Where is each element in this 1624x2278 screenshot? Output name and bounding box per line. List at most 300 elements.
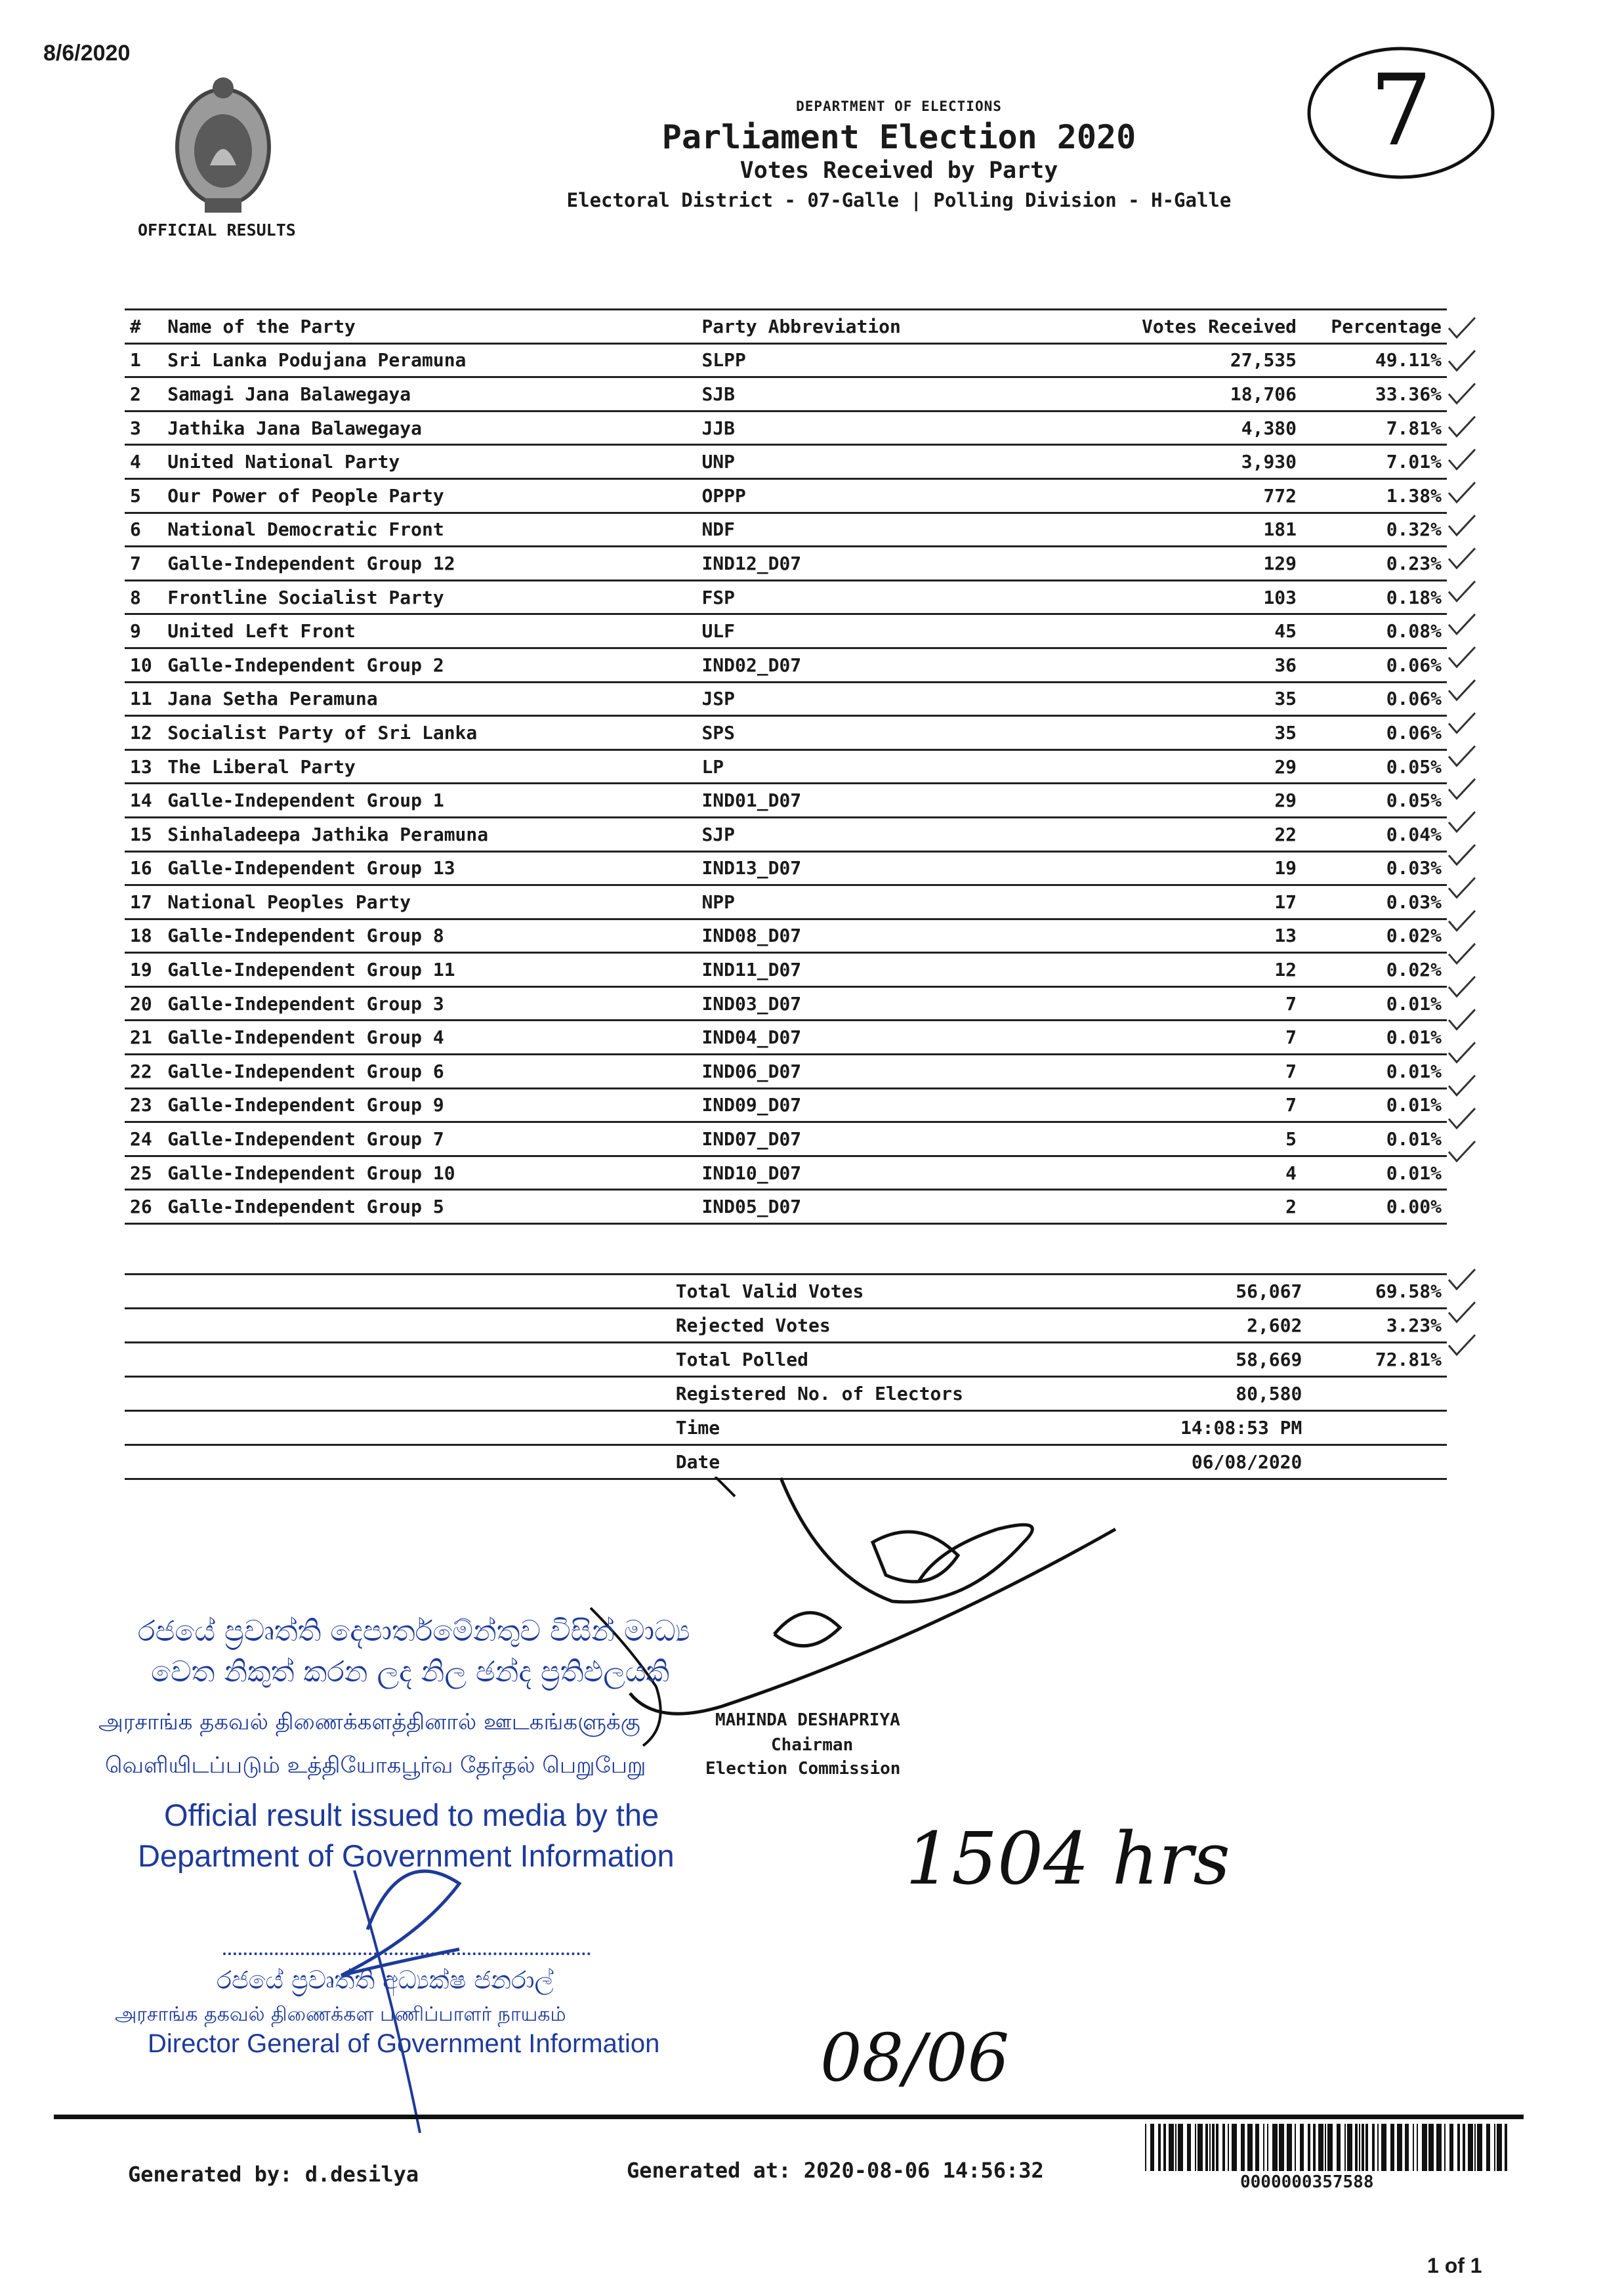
- table-row: [125, 614, 1447, 648]
- barcode-bar: [1497, 2124, 1502, 2171]
- cell-num: 16: [125, 851, 162, 885]
- cell-num: 20: [125, 986, 162, 1021]
- cell-name: The Liberal Party: [162, 749, 696, 784]
- table-row: [125, 513, 1447, 547]
- barcode-bar: [1397, 2124, 1402, 2171]
- summary-row: [125, 1343, 1447, 1377]
- director-english: Director General of Government Information: [148, 2029, 660, 2058]
- tick-mark: [1449, 877, 1475, 897]
- table-row: [125, 919, 1447, 953]
- cell-num: 4: [125, 445, 162, 479]
- summary-value: 14:08:53 PM: [1052, 1411, 1307, 1445]
- director-sinhala: රජයේ ප්‍රවෘත්ති අධ්‍යක්ෂ ජනරාල්: [217, 1966, 554, 1994]
- barcode-bar: [1377, 2124, 1379, 2171]
- cell-num: 13: [125, 749, 162, 784]
- barcode-bar: [1222, 2124, 1225, 2171]
- summary-label: Date: [671, 1445, 1052, 1479]
- table-row: [125, 411, 1447, 445]
- summary-body: [125, 1275, 1447, 1479]
- table-row: [125, 648, 1447, 682]
- stamp-tamil-line-1: அரசாங்க தகவல் திணைக்களத்தினால் ஊடகங்களுக்கு: [98, 1709, 640, 1735]
- tick-mark: [1449, 318, 1475, 337]
- summary-value: 2,602: [1052, 1309, 1307, 1343]
- barcode-bar: [1494, 2124, 1495, 2171]
- cell-num: 3: [125, 411, 162, 445]
- district-line: Electoral District - 07-Galle | Polling Division - H-Galle: [566, 189, 1232, 211]
- cell-abbr: SLPP: [696, 343, 1043, 377]
- cell-abbr: IND10_D07: [696, 1156, 1043, 1190]
- table-row: [125, 547, 1447, 581]
- cell-abbr: IND06_D07: [696, 1055, 1043, 1089]
- barcode-bar: [1457, 2124, 1460, 2171]
- col-abbreviation: Party Abbreviation: [696, 310, 1043, 344]
- cell-pct: 0.04%: [1302, 817, 1447, 851]
- barcode-bar: [1413, 2124, 1414, 2171]
- summary-pct: [1307, 1411, 1447, 1445]
- cell-num: 24: [125, 1122, 162, 1156]
- tick-mark: [1449, 417, 1475, 436]
- cell-votes: 129: [1043, 547, 1302, 581]
- barcode-bar: [1436, 2124, 1442, 2171]
- cell-votes: 27,535: [1043, 343, 1302, 377]
- cell-votes: 18,706: [1043, 377, 1302, 411]
- tick-mark: [1449, 581, 1475, 601]
- barcode-bar: [1209, 2124, 1211, 2171]
- cell-num: 11: [125, 682, 162, 716]
- stamp-tamil-line-2: வெளியிடப்படும் உத்தியோகபூர்வ தேர்தல் பெறுபேறு: [105, 1752, 646, 1779]
- cell-votes: 45: [1043, 614, 1302, 648]
- tick-mark: [1449, 614, 1475, 634]
- barcode-bar: [1347, 2124, 1352, 2171]
- cell-abbr: IND09_D07: [696, 1088, 1043, 1122]
- cell-abbr: IND02_D07: [696, 648, 1043, 682]
- cell-votes: 12: [1043, 953, 1302, 987]
- table-row: [125, 1021, 1447, 1055]
- table-row: [125, 784, 1447, 818]
- signatory-name: MAHINDA DESHAPRIYA: [715, 1710, 900, 1730]
- cell-votes: 36: [1043, 648, 1302, 682]
- cell-abbr: UNP: [696, 445, 1043, 479]
- stamp-english-line-1: Official result issued to media by the: [164, 1798, 659, 1832]
- cell-pct: 0.32%: [1302, 513, 1447, 547]
- national-emblem-icon: [164, 74, 282, 218]
- cell-abbr: IND13_D07: [696, 851, 1043, 885]
- tick-mark: [1449, 977, 1475, 996]
- cell-name: Galle-Independent Group 1: [162, 784, 696, 818]
- barcode-bar: [1327, 2124, 1333, 2171]
- cell-num: 26: [125, 1190, 162, 1224]
- cell-votes: 4,380: [1043, 411, 1302, 445]
- cell-abbr: IND11_D07: [696, 953, 1043, 987]
- cell-votes: 103: [1043, 580, 1302, 614]
- cell-votes: 13: [1043, 919, 1302, 953]
- tick-mark: [1449, 911, 1475, 931]
- table-row: [125, 716, 1447, 750]
- summary-blank: [125, 1343, 671, 1377]
- tick-mark: [1449, 1269, 1475, 1289]
- cell-num: 19: [125, 953, 162, 987]
- barcode-bar: [1337, 2124, 1341, 2171]
- barcode-bar: [1163, 2124, 1166, 2171]
- tick-mark: [1449, 1076, 1475, 1095]
- summary-label: Registered No. of Electors: [671, 1377, 1052, 1411]
- cell-num: 17: [125, 885, 162, 919]
- summary-blank: [125, 1275, 671, 1309]
- cell-num: 18: [125, 919, 162, 953]
- cell-pct: 0.01%: [1302, 1021, 1447, 1055]
- cell-abbr: OPPP: [696, 478, 1043, 513]
- barcode-bar: [1422, 2124, 1427, 2171]
- results-body: [125, 343, 1447, 1223]
- barcode-bar: [1449, 2124, 1453, 2171]
- table-row: [125, 851, 1447, 885]
- cell-votes: 3,930: [1043, 445, 1302, 479]
- tick-mark: [1449, 482, 1475, 502]
- cell-name: Galle-Independent Group 13: [162, 851, 696, 885]
- cell-pct: 0.08%: [1302, 614, 1447, 648]
- cell-votes: 29: [1043, 749, 1302, 784]
- tick-mark: [1449, 548, 1475, 568]
- tick-mark: [1449, 1141, 1475, 1161]
- stamp-sinhala-line-2: වෙත නිකුත් කරන ලද නිල ඡන්ද ප්‍රතිඵලයකි: [151, 1655, 670, 1689]
- table-row: [125, 885, 1447, 919]
- tick-mark: [1449, 1108, 1475, 1128]
- summary-pct: 72.81%: [1307, 1343, 1447, 1377]
- generated-by: Generated by: d.desilya: [128, 2162, 419, 2187]
- page-title: Parliament Election 2020: [661, 118, 1136, 156]
- barcode-bar: [1255, 2124, 1259, 2171]
- cell-abbr: SPS: [696, 716, 1043, 750]
- cell-num: 6: [125, 513, 162, 547]
- cell-pct: 0.01%: [1302, 1055, 1447, 1089]
- department-name: DEPARTMENT OF ELECTIONS: [796, 98, 1002, 114]
- cell-name: Galle-Independent Group 8: [162, 919, 696, 953]
- cell-num: 25: [125, 1156, 162, 1190]
- barcode-bar: [1463, 2124, 1465, 2171]
- barcode-bar: [1178, 2124, 1183, 2171]
- page-subtitle: Votes Received by Party: [739, 158, 1058, 184]
- cell-num: 10: [125, 648, 162, 682]
- tick-mark: [1449, 845, 1475, 864]
- barcode-bar: [1486, 2124, 1490, 2171]
- cell-name: Galle-Independent Group 6: [162, 1055, 696, 1089]
- summary-label: Rejected Votes: [671, 1309, 1052, 1343]
- barcode-bar: [1187, 2124, 1191, 2171]
- table-row: [125, 1190, 1447, 1224]
- cell-name: Galle-Independent Group 12: [162, 547, 696, 581]
- summary-label: Total Polled: [671, 1343, 1052, 1377]
- cell-name: Sinhaladeepa Jathika Peramuna: [162, 817, 696, 851]
- barcode-bar: [1344, 2124, 1346, 2171]
- table-row: [125, 343, 1447, 377]
- cell-votes: 35: [1043, 716, 1302, 750]
- table-row: [125, 953, 1447, 987]
- barcode-bar: [1247, 2124, 1253, 2171]
- cell-pct: 0.06%: [1302, 682, 1447, 716]
- summary-pct: [1307, 1377, 1447, 1411]
- barcode-bar: [1372, 2124, 1375, 2171]
- cell-pct: 7.81%: [1302, 411, 1447, 445]
- barcode-bar: [1197, 2124, 1203, 2171]
- cell-num: 15: [125, 817, 162, 851]
- tick-mark: [1449, 350, 1475, 370]
- barcode-bar: [1150, 2124, 1154, 2171]
- cell-pct: 0.01%: [1302, 1088, 1447, 1122]
- table-row: [125, 682, 1447, 716]
- cell-pct: 0.23%: [1302, 547, 1447, 581]
- table-row: [125, 817, 1447, 851]
- cell-name: Sri Lanka Podujana Peramuna: [162, 343, 696, 377]
- table-row: [125, 580, 1447, 614]
- barcode-bar: [1405, 2124, 1409, 2171]
- tick-mark: [1449, 746, 1475, 766]
- barcode-icon: [1145, 2124, 1509, 2171]
- summary-pct: 69.58%: [1307, 1275, 1447, 1309]
- cell-pct: 7.01%: [1302, 445, 1447, 479]
- barcode-bar: [1318, 2124, 1323, 2171]
- cell-pct: 0.01%: [1302, 1122, 1447, 1156]
- tick-mark: [1449, 1009, 1475, 1029]
- cell-abbr: IND12_D07: [696, 547, 1043, 581]
- summary-blank: [125, 1445, 671, 1479]
- cell-abbr: SJB: [696, 377, 1043, 411]
- tick-mark: [1449, 1042, 1475, 1062]
- generated-at: Generated at: 2020-08-06 14:56:32: [627, 2158, 1044, 2183]
- barcode-bar: [1474, 2124, 1476, 2171]
- table-row: [125, 986, 1447, 1021]
- cell-abbr: IND03_D07: [696, 986, 1043, 1021]
- signature-dotted-line: [223, 1952, 591, 1955]
- summary-blank: [125, 1377, 671, 1411]
- summary-label: Total Valid Votes: [671, 1275, 1052, 1309]
- handwritten-time-note: 1504 hrs: [906, 1817, 1230, 1901]
- cell-votes: 7: [1043, 1021, 1302, 1055]
- barcode-bar: [1295, 2124, 1296, 2171]
- cell-name: Galle-Independent Group 2: [162, 648, 696, 682]
- cell-pct: 0.02%: [1302, 919, 1447, 953]
- barcode-bar: [1287, 2124, 1292, 2171]
- cell-votes: 181: [1043, 513, 1302, 547]
- tick-mark: [1449, 383, 1475, 403]
- tick-mark: [1449, 1335, 1475, 1355]
- table-row: [125, 1156, 1447, 1190]
- summary-value: 06/08/2020: [1052, 1445, 1307, 1479]
- col-party-name: Name of the Party: [162, 310, 696, 344]
- tick-mark: [1449, 944, 1475, 963]
- tick-mark: [1449, 450, 1475, 469]
- cell-abbr: JJB: [696, 411, 1043, 445]
- cell-name: Socialist Party of Sri Lanka: [162, 716, 696, 750]
- tick-mark: [1449, 647, 1475, 667]
- tick-mark: [1449, 812, 1475, 832]
- cell-pct: 0.18%: [1302, 580, 1447, 614]
- barcode-bar: [1308, 2124, 1310, 2171]
- stamp-sinhala-line-1: රජයේ ප්‍රවෘත්ති දෙපාර්තමේන්තුව විසින් මාධ්‍ය: [138, 1614, 690, 1648]
- cell-name: Galle-Independent Group 10: [162, 1156, 696, 1190]
- cell-abbr: NPP: [696, 885, 1043, 919]
- cell-num: 23: [125, 1088, 162, 1122]
- tick-mark: [1449, 779, 1475, 799]
- cell-votes: 772: [1043, 478, 1302, 513]
- tick-mark: [1449, 680, 1475, 700]
- table-row: [125, 445, 1447, 479]
- cell-abbr: IND01_D07: [696, 784, 1043, 818]
- barcode-bar: [1175, 2124, 1176, 2171]
- cell-name: Galle-Independent Group 3: [162, 986, 696, 1021]
- col-votes: Votes Received: [1043, 310, 1302, 344]
- table-row: [125, 749, 1447, 784]
- barcode-bar: [1477, 2124, 1482, 2171]
- summary-table: [125, 1273, 1447, 1480]
- cell-votes: 17: [1043, 885, 1302, 919]
- table-header-row: [125, 310, 1447, 344]
- director-tamil: அரசாங்க தகவல் திணைக்கள பணிப்பாளர் நாயகம்: [115, 2003, 566, 2026]
- cell-name: United Left Front: [162, 614, 696, 648]
- cell-votes: 5: [1043, 1122, 1302, 1156]
- handwritten-date-note: 08/06: [820, 2019, 1010, 2096]
- barcode-bar: [1228, 2124, 1229, 2171]
- cell-abbr: IND08_D07: [696, 919, 1043, 953]
- barcode-bar: [1195, 2124, 1196, 2171]
- barcode-bar: [1267, 2124, 1268, 2171]
- cell-name: Galle-Independent Group 4: [162, 1021, 696, 1055]
- cell-abbr: SJP: [696, 817, 1043, 851]
- cell-pct: 33.36%: [1302, 377, 1447, 411]
- cell-pct: 0.02%: [1302, 953, 1447, 987]
- cell-num: 22: [125, 1055, 162, 1089]
- cell-num: 2: [125, 377, 162, 411]
- cell-name: Jathika Jana Balawegaya: [162, 411, 696, 445]
- cell-num: 1: [125, 343, 162, 377]
- cell-num: 7: [125, 547, 162, 581]
- barcode-bar: [1216, 2124, 1218, 2171]
- cell-pct: 0.03%: [1302, 885, 1447, 919]
- cell-pct: 0.03%: [1302, 851, 1447, 885]
- summary-pct: [1307, 1445, 1447, 1479]
- cell-pct: 49.11%: [1302, 343, 1447, 377]
- tick-mark: [1449, 713, 1475, 732]
- cell-votes: 4: [1043, 1156, 1302, 1190]
- cell-num: 8: [125, 580, 162, 614]
- barcode-bar: [1355, 2124, 1358, 2171]
- cell-abbr: JSP: [696, 682, 1043, 716]
- cell-num: 5: [125, 478, 162, 513]
- cell-name: Galle-Independent Group 5: [162, 1190, 696, 1224]
- barcode-number: 0000000357588: [1240, 2172, 1374, 2192]
- cell-pct: 0.06%: [1302, 648, 1447, 682]
- circled-number: 7: [1369, 54, 1432, 168]
- cell-votes: 7: [1043, 1088, 1302, 1122]
- barcode-bar: [1444, 2124, 1446, 2171]
- barcode-bar: [1365, 2124, 1368, 2171]
- cell-num: 9: [125, 614, 162, 648]
- cell-pct: 0.00%: [1302, 1190, 1447, 1224]
- summary-row: [125, 1411, 1447, 1445]
- cell-abbr: IND07_D07: [696, 1122, 1043, 1156]
- cell-abbr: FSP: [696, 580, 1043, 614]
- barcode-bar: [1145, 2124, 1146, 2171]
- cell-name: Galle-Independent Group 7: [162, 1122, 696, 1156]
- cell-votes: 2: [1043, 1190, 1302, 1224]
- barcode-bar: [1158, 2124, 1161, 2171]
- tick-mark: [1449, 1302, 1475, 1322]
- summary-row: [125, 1445, 1447, 1479]
- cell-votes: 22: [1043, 817, 1302, 851]
- col-percentage: Percentage: [1302, 310, 1447, 344]
- barcode-bar: [1232, 2124, 1237, 2171]
- barcode-bar: [1325, 2124, 1326, 2171]
- summary-row: [125, 1309, 1447, 1343]
- cell-abbr: IND05_D07: [696, 1190, 1043, 1224]
- table-row: [125, 1088, 1447, 1122]
- table-row: [125, 1055, 1447, 1089]
- barcode-bar: [1279, 2124, 1284, 2171]
- summary-row: [125, 1275, 1447, 1309]
- barcode-bar: [1313, 2124, 1316, 2171]
- cell-abbr: ULF: [696, 614, 1043, 648]
- signatory-organisation: Election Commission: [705, 1759, 901, 1779]
- circled-number-annotation: [1302, 39, 1499, 184]
- cell-pct: 0.06%: [1302, 716, 1447, 750]
- cell-name: National Democratic Front: [162, 513, 696, 547]
- cell-pct: 0.05%: [1302, 749, 1447, 784]
- cell-name: Samagi Jana Balawegaya: [162, 377, 696, 411]
- cell-abbr: IND04_D07: [696, 1021, 1043, 1055]
- barcode-bar: [1241, 2124, 1245, 2171]
- summary-blank: [125, 1309, 671, 1343]
- cell-votes: 35: [1043, 682, 1302, 716]
- cell-votes: 29: [1043, 784, 1302, 818]
- signatory-title: Chairman: [771, 1735, 854, 1755]
- barcode-bar: [1263, 2124, 1264, 2171]
- cell-abbr: NDF: [696, 513, 1043, 547]
- barcode-bar: [1468, 2124, 1473, 2171]
- cell-name: National Peoples Party: [162, 885, 696, 919]
- table-row: [125, 377, 1447, 411]
- cell-pct: 0.05%: [1302, 784, 1447, 818]
- results-table: [125, 308, 1447, 1225]
- cell-name: United National Party: [162, 445, 696, 479]
- footer-divider: [54, 2115, 1524, 2119]
- scan-date: 8/6/2020: [43, 41, 131, 66]
- col-number: #: [125, 310, 162, 344]
- cell-name: Galle-Independent Group 9: [162, 1088, 696, 1122]
- cell-pct: 0.01%: [1302, 1156, 1447, 1190]
- cell-votes: 7: [1043, 986, 1302, 1021]
- barcode-bar: [1381, 2124, 1386, 2171]
- cell-pct: 1.38%: [1302, 478, 1447, 513]
- summary-value: 56,067: [1052, 1275, 1307, 1309]
- barcode-bar: [1169, 2124, 1174, 2171]
- stamp-english-line-2: Department of Government Information: [138, 1838, 675, 1873]
- cell-name: Galle-Independent Group 11: [162, 953, 696, 987]
- page-number: 1 of 1: [1427, 2254, 1482, 2277]
- cell-votes: 7: [1043, 1055, 1302, 1089]
- tick-marks: [1444, 308, 1496, 1359]
- cell-num: 14: [125, 784, 162, 818]
- cell-num: 12: [125, 716, 162, 750]
- summary-blank: [125, 1411, 671, 1445]
- barcode-bar: [1272, 2124, 1278, 2171]
- cell-name: Jana Setha Peramuna: [162, 682, 696, 716]
- cell-pct: 0.01%: [1302, 986, 1447, 1021]
- barcode-bar: [1428, 2124, 1434, 2171]
- tick-mark: [1449, 515, 1475, 535]
- summary-label: Time: [671, 1411, 1052, 1445]
- table-row: [125, 478, 1447, 513]
- barcode-bar: [1300, 2124, 1304, 2171]
- summary-value: 80,580: [1052, 1377, 1307, 1411]
